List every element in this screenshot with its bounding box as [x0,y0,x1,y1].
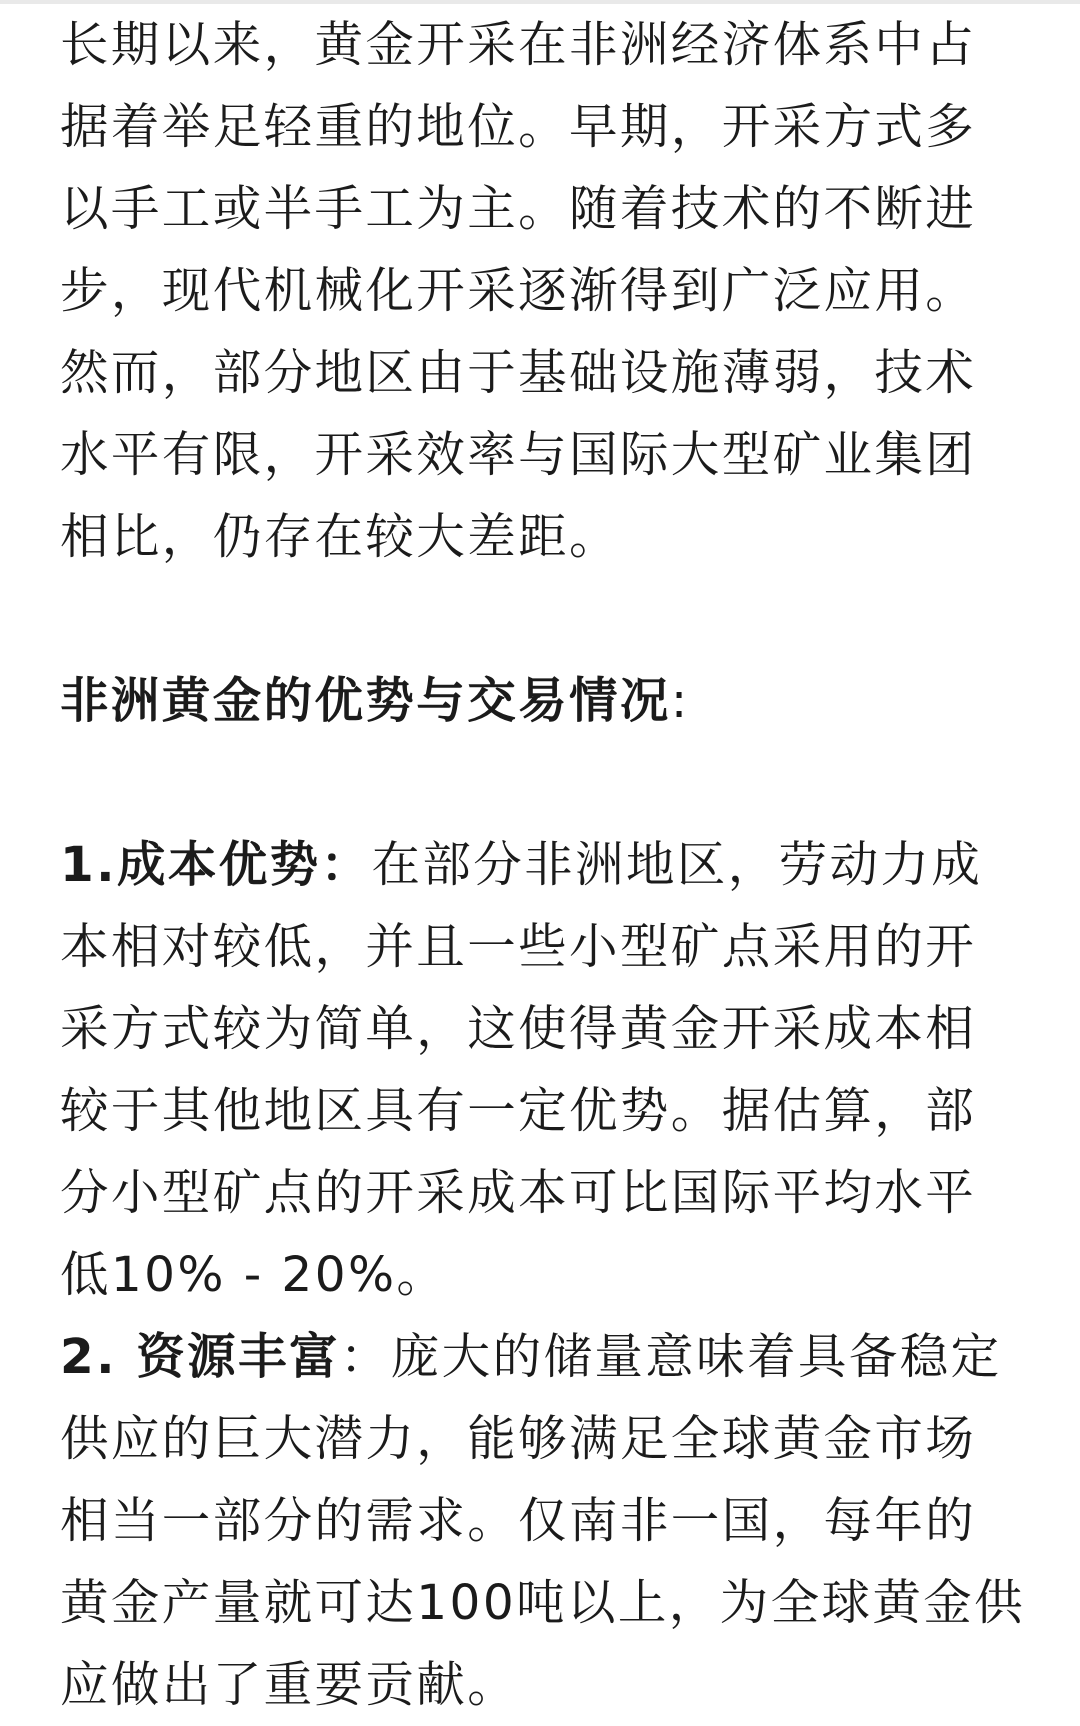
paragraph-spacer [60,742,1026,824]
section-heading-colon: : [670,673,690,729]
section-heading [60,660,1026,742]
item-label-colon: ： [339,1329,391,1385]
item-label: 1.成本优势： [60,837,372,893]
item-text: 在部分非洲地区，劳动力成本相对较低，并且一些小型矿点采用的开采方式较为简单，这使得黄金开采成本相较于其他地区具有一定优势。据估算，部分小型矿点的开采成本可比国际平均水平低10% - 20%。 [60,837,983,1303]
section-heading-text: 非洲黄金的优势与交易情况 [60,673,671,729]
article-body [60,4,1026,1726]
item-text: 庞大的储量意味着具备稳定供应的巨大潜力，能够满足全球黄金市场相当一部分的需求。仅南非一国，每年的黄金产量就可达100吨以上，为全球黄金供应做出了重要贡献。 [60,1329,1026,1713]
list-item-cost-advantage [60,824,1026,1316]
list-item-rich-resources [60,1316,1026,1726]
intro-paragraph: 长期以来，黄金开采在非洲经济体系中占据着举足轻重的地位。早期，开采方式多以手工或半手工为主。随着技术的不断进步，现代机械化开采逐渐得到广泛应用。然而，部分地区由于基础设施薄弱，技术水平有限，开采效率与国际大型矿业集团相比，仍存在较大差距。 [60,17,977,565]
item-label: 2. 资源丰富 [60,1329,340,1385]
paragraph-spacer [60,578,1026,660]
